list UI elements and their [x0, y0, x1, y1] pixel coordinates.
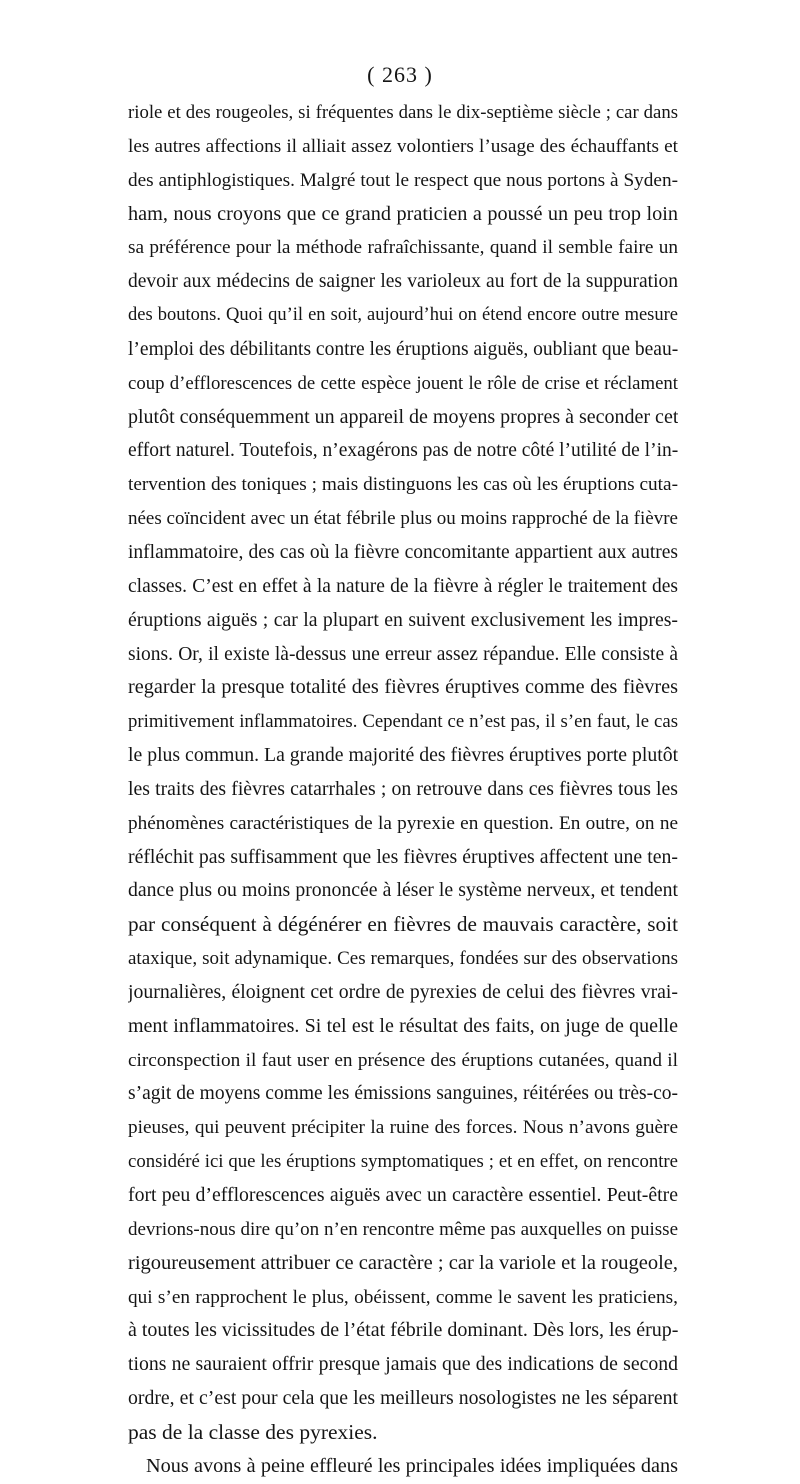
text-line: les autres affections il alliait assez volontiers l’usage des échauffants et — [128, 135, 678, 157]
text-line: le plus commun. La grande majorité des fièvres éruptives porte plutôt — [128, 744, 678, 767]
text-line: tervention des toniques ; mais distinguons les cas où les éruptions cuta- — [128, 474, 678, 496]
text-line: les traits des fièvres catarrhales ; on retrouve dans ces fièvres tous les — [128, 777, 678, 800]
text-line: rigoureusement attribuer ce caractère ; car la variole et la rougeole, — [128, 1251, 678, 1274]
text-line: coup d’efflorescences de cette espèce jouent le rôle de crise et réclament — [128, 372, 678, 394]
text-line: dance plus ou moins prononcée à léser le système nerveux, et tendent — [128, 879, 678, 902]
text-line: sa préférence pour la méthode rafraîchissante, quand il semble faire un — [128, 237, 678, 259]
text-line: ment inflammatoires. Si tel est le résultat des faits, on juge de quelle — [128, 1014, 678, 1037]
page-number: ( 263 ) — [367, 62, 433, 87]
text-line: éruptions aiguës ; car la plupart en suivent exclusivement les impres- — [128, 608, 678, 631]
text-line: à toutes les vicissitudes de l’état fébrile dominant. Dès lors, les érup- — [128, 1319, 678, 1342]
text-line: qui s’en rapprochent le plus, obéissent, comme le savent les praticiens, — [128, 1286, 678, 1308]
text-line: des boutons. Quoi qu’il en soit, aujourd’hui on étend encore outre mesure — [128, 305, 678, 326]
text-line: inflammatoire, des cas où la fièvre concomitante appartient aux autres — [128, 541, 678, 563]
text-line: fort peu d’efflorescences aiguës avec un caractère essentiel. Peut-être — [128, 1184, 678, 1206]
text-line: circonspection il faut user en présence des éruptions cutanées, quand il — [128, 1049, 678, 1071]
text-line: considéré ici que les éruptions symptomatiques ; et en effet, on rencontre — [128, 1151, 678, 1173]
text-line: s’agit de moyens comme les émissions sanguines, réitérées ou très-co- — [128, 1083, 678, 1105]
text-line: riole et des rougeoles, si fréquentes dans le dix-septième siècle ; car dans — [128, 102, 678, 123]
text-line: par conséquent à dégénérer en fièvres de mauvais caractère, soit — [128, 912, 678, 937]
text-line: phénomènes caractéristiques de la pyrexie en question. En outre, on ne — [128, 812, 678, 834]
text-line: devoir aux médecins de saigner les varioleux au fort de la suppuration — [128, 271, 678, 293]
text-line: nées coïncident avec un état fébrile plus ou moins rapproché de la fièvre — [128, 508, 678, 530]
text-line: tions ne sauraient offrir presque jamais que des indications de second — [128, 1353, 678, 1376]
text-line: sions. Or, il existe là-dessus une erreur assez répandue. Elle consiste à — [128, 643, 678, 665]
text-line: plutôt conséquemment un appareil de moyens propres à seconder cet — [128, 405, 678, 428]
text-line: ataxique, soit adynamique. Ces remarques, fondées sur des observations — [128, 948, 678, 970]
text-line: des antiphlogistiques. Malgré tout le respect que nous portons à Syden- — [128, 169, 678, 191]
text-line: l’emploi des débilitants contre les éruptions aiguës, oubliant que beau- — [128, 338, 678, 360]
text-line: réfléchit pas suffisamment que les fièvres éruptives affectent une ten- — [128, 845, 678, 868]
text-line: journalières, éloignent cet ordre de pyrexies de celui des fièvres vrai- — [128, 980, 678, 1003]
text-line: primitivement inflammatoires. Cependant ce n’est pas, il s’en faut, le cas — [128, 711, 678, 733]
text-line: regarder la presque totalité des fièvres éruptives comme des fièvres — [128, 676, 678, 699]
text-line: pas de la classe des pyrexies. — [128, 1419, 378, 1444]
text-line: pieuses, qui peuvent précipiter la ruine des forces. Nous n’avons guère — [128, 1117, 678, 1139]
text-line: Nous avons à peine effleuré les principales idées impliquées dans — [146, 1454, 678, 1477]
text-line: effort naturel. Toutefois, n’exagérons pas de notre côté l’utilité de l’in- — [128, 440, 678, 462]
body-text — [128, 96, 678, 1484]
text-line: ordre, et c’est pour cela que les meilleurs nosologistes ne les séparent — [128, 1387, 678, 1410]
text-line: devrions-nous dire qu’on n’en rencontre même pas auxquelles on puisse — [128, 1218, 678, 1240]
text-line: classes. C’est en effet à la nature de la fièvre à régler le traitement des — [128, 575, 678, 597]
text-line: ham, nous croyons que ce grand praticien a poussé un peu trop loin — [128, 202, 678, 225]
